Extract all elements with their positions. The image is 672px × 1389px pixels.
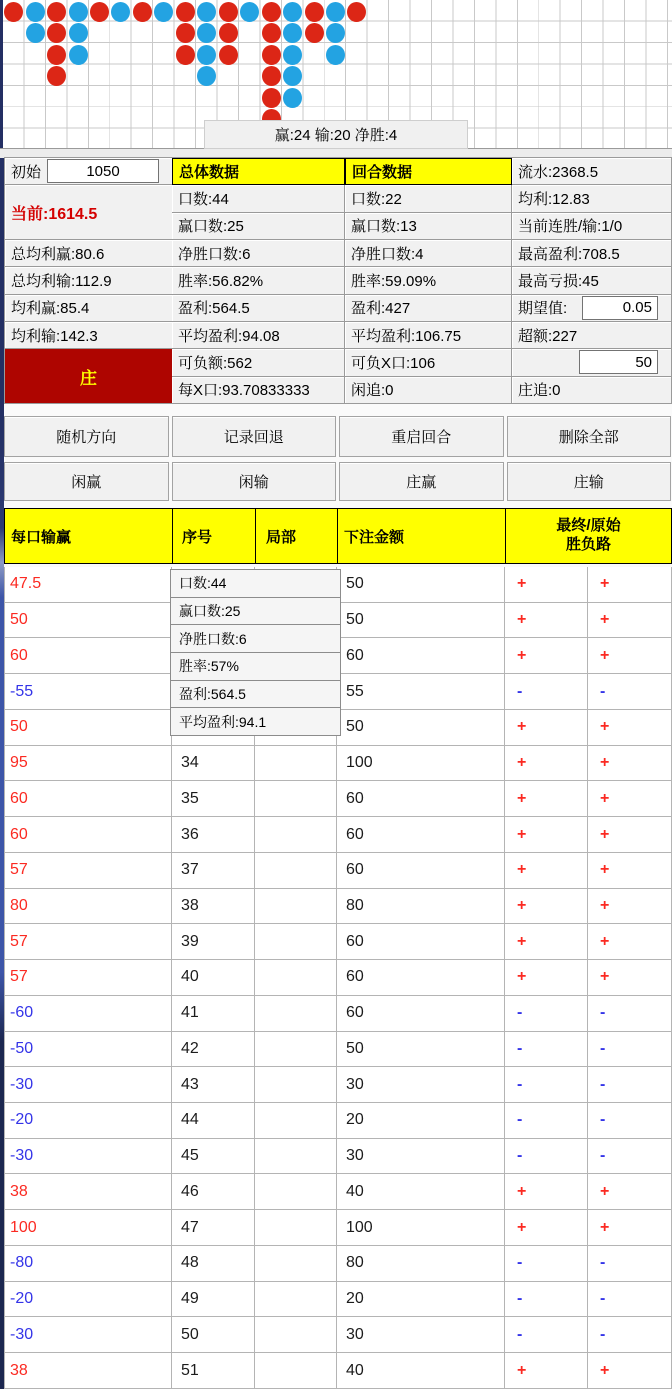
round-hands: 口数:22: [345, 185, 512, 212]
cell-local: [255, 853, 337, 889]
bead-red-dot: [305, 2, 324, 22]
cell-original-sign: +: [588, 960, 672, 996]
table-row: [4, 1282, 672, 1318]
stats-column-right: [512, 157, 672, 404]
bead-red-dot: [47, 23, 66, 43]
cell-win-amount: -20: [4, 1103, 172, 1139]
cell-bet-amount: 50: [337, 710, 505, 746]
cell-final-sign: +: [505, 1174, 588, 1210]
cell-original-sign: -: [588, 1067, 672, 1103]
cell-sequence: 43: [172, 1067, 255, 1103]
overall-bearable: 可负额:562: [172, 349, 345, 376]
cell-original-sign: +: [588, 1210, 672, 1246]
table-row: [4, 996, 672, 1032]
cell-win-amount: -30: [4, 1317, 172, 1353]
cell-win-amount: -20: [4, 1282, 172, 1318]
cell-win-amount: -30: [4, 1139, 172, 1175]
header-bet-amount: 下注金额: [338, 509, 506, 563]
cell-sequence: 45: [172, 1139, 255, 1175]
header-seq: 序号: [173, 509, 256, 563]
random-direction-button[interactable]: 随机方向: [4, 416, 169, 457]
bead-blue-dot: [326, 2, 345, 22]
cell-original-sign: +: [588, 781, 672, 817]
cell-local: [255, 889, 337, 925]
cell-final-sign: +: [505, 746, 588, 782]
cell-bet-amount: 50: [337, 603, 505, 639]
bead-red-dot: [4, 2, 23, 22]
cell-original-sign: -: [588, 674, 672, 710]
cell-sequence: 39: [172, 924, 255, 960]
table-row: [4, 781, 672, 817]
bead-red-dot: [133, 2, 152, 22]
cell-win-amount: 95: [4, 746, 172, 782]
cell-local: [255, 1032, 337, 1068]
bead-red-dot: [176, 23, 195, 43]
cell-final-sign: +: [505, 603, 588, 639]
table-row: [4, 924, 672, 960]
cell-win-amount: 38: [4, 1353, 172, 1389]
cell-win-amount: 100: [4, 1210, 172, 1246]
bead-blue-dot: [26, 23, 45, 43]
stat-total-avg-loss: 总均利输:112.9: [5, 267, 173, 294]
cell-win-amount: 57: [4, 960, 172, 996]
cell-win-amount: 50: [4, 710, 172, 746]
table-row: [4, 1032, 672, 1068]
cell-local: [255, 1246, 337, 1282]
bead-blue-dot: [326, 23, 345, 43]
overall-avg-profit: 平均盈利:94.08: [172, 322, 345, 349]
round-bearable-x: 可负X口:106: [345, 349, 512, 376]
cell-win-amount: 80: [4, 889, 172, 925]
current-streak: 当前连胜/输:1/0: [512, 213, 672, 240]
cell-sequence: 49: [172, 1282, 255, 1318]
bead-blue-dot: [326, 45, 345, 65]
cell-bet-amount: 60: [337, 960, 505, 996]
bead-red-dot: [347, 2, 366, 22]
result-button-row: [4, 462, 671, 501]
round-win-rate: 胜率:59.09%: [345, 267, 512, 294]
header-result-line2: 胜负路: [565, 536, 611, 553]
cell-bet-amount: 40: [337, 1353, 505, 1389]
cell-original-sign: -: [588, 1103, 672, 1139]
table-row: [4, 1246, 672, 1282]
table-row: [4, 889, 672, 925]
cell-final-sign: -: [505, 1282, 588, 1318]
cell-bet-amount: 55: [337, 674, 505, 710]
cell-original-sign: -: [588, 996, 672, 1032]
turnover: 流水:2368.5: [512, 158, 672, 185]
player-lose-button[interactable]: 闲输: [172, 462, 337, 501]
cell-win-amount: 57: [4, 924, 172, 960]
bead-blue-dot: [26, 2, 45, 22]
bead-blue-dot: [154, 2, 173, 22]
tooltip-stat-item: 胜率:57%: [170, 652, 341, 681]
table-row: [4, 1317, 672, 1353]
cell-original-sign: -: [588, 1282, 672, 1318]
cell-local: [255, 817, 337, 853]
cell-final-sign: +: [505, 1210, 588, 1246]
cell-final-sign: +: [505, 567, 588, 603]
bead-blue-dot: [283, 66, 302, 86]
cell-bet-amount: 80: [337, 1246, 505, 1282]
cell-final-sign: -: [505, 1067, 588, 1103]
tooltip-stat-item: 净胜口数:6: [170, 624, 341, 653]
round-avg-profit: 平均盈利:106.75: [345, 322, 512, 349]
cell-final-sign: +: [505, 781, 588, 817]
table-row: [4, 1067, 672, 1103]
cell-bet-amount: 40: [337, 1174, 505, 1210]
table-row: [4, 1139, 672, 1175]
tooltip-stat-item: 盈利:564.5: [170, 680, 341, 709]
header-local: 局部: [256, 509, 338, 563]
cell-bet-amount: 60: [337, 781, 505, 817]
bead-red-dot: [176, 45, 195, 65]
cell-win-amount: 60: [4, 781, 172, 817]
cell-final-sign: -: [505, 996, 588, 1032]
bead-red-dot: [47, 66, 66, 86]
bead-red-dot: [262, 45, 281, 65]
player-win-button[interactable]: 闲赢: [4, 462, 169, 501]
cell-bet-amount: 60: [337, 996, 505, 1032]
bead-blue-dot: [283, 2, 302, 22]
table-row: [4, 1103, 672, 1139]
bead-blue-dot: [283, 88, 302, 108]
stake-row: [512, 349, 672, 376]
bead-red-dot: [219, 23, 238, 43]
cell-local: [255, 746, 337, 782]
cell-final-sign: -: [505, 1246, 588, 1282]
banker-chase: 庄追:0: [512, 377, 672, 404]
overall-hands: 口数:44: [172, 185, 345, 212]
bead-blue-dot: [197, 2, 216, 22]
undo-record-button[interactable]: 记录回退: [172, 416, 337, 457]
cell-local: [255, 1353, 337, 1389]
stat-avg-loss: 均利输:142.3: [5, 322, 173, 349]
overall-win-hands: 赢口数:25: [172, 213, 345, 240]
cell-bet-amount: 20: [337, 1282, 505, 1318]
bead-blue-dot: [283, 45, 302, 65]
cell-bet-amount: 80: [337, 889, 505, 925]
stats-column-overall: [172, 157, 345, 404]
cell-win-amount: 38: [4, 1174, 172, 1210]
stats-column-left: [4, 157, 173, 404]
overall-profit: 盈利:564.5: [172, 295, 345, 322]
cell-original-sign: -: [588, 1317, 672, 1353]
header-result-road: [506, 509, 671, 563]
cell-win-amount: 47.5: [4, 567, 172, 603]
cell-original-sign: +: [588, 603, 672, 639]
cell-local: [255, 960, 337, 996]
bead-blue-dot: [197, 45, 216, 65]
cell-local: [255, 781, 337, 817]
delete-all-button[interactable]: 删除全部: [507, 416, 672, 457]
cell-sequence: 50: [172, 1317, 255, 1353]
stats-tooltip: [170, 569, 341, 736]
cell-local: [255, 1210, 337, 1246]
cell-bet-amount: 60: [337, 817, 505, 853]
cell-bet-amount: 20: [337, 1103, 505, 1139]
cell-sequence: 44: [172, 1103, 255, 1139]
round-profit: 盈利:427: [345, 295, 512, 322]
cell-win-amount: -80: [4, 1246, 172, 1282]
header-win-per-hand: 每口输赢: [5, 509, 173, 563]
overall-win-rate: 胜率:56.82%: [172, 267, 345, 294]
bead-red-dot: [305, 23, 324, 43]
cell-final-sign: -: [505, 674, 588, 710]
stats-column-round: [345, 157, 512, 404]
stat-avg-win: 均利赢:85.4: [5, 295, 173, 322]
cell-bet-amount: 60: [337, 638, 505, 674]
cell-original-sign: +: [588, 889, 672, 925]
cell-bet-amount: 30: [337, 1067, 505, 1103]
cell-final-sign: +: [505, 817, 588, 853]
bead-red-dot: [262, 2, 281, 22]
cell-original-sign: -: [588, 1032, 672, 1068]
bead-red-dot: [90, 2, 109, 22]
cell-win-amount: 50: [4, 603, 172, 639]
cell-bet-amount: 100: [337, 1210, 505, 1246]
cell-final-sign: +: [505, 889, 588, 925]
bead-red-dot: [47, 45, 66, 65]
bead-blue-dot: [69, 45, 88, 65]
restart-round-button[interactable]: 重启回合: [339, 416, 504, 457]
overall-per-x: 每X口:93.70833333: [172, 377, 345, 404]
cell-local: [255, 1139, 337, 1175]
cell-final-sign: -: [505, 1103, 588, 1139]
cell-original-sign: -: [588, 1246, 672, 1282]
expectation-row: [512, 295, 672, 322]
cell-bet-amount: 60: [337, 924, 505, 960]
bead-blue-dot: [69, 2, 88, 22]
bead-red-dot: [219, 2, 238, 22]
bead-blue-dot: [197, 23, 216, 43]
cell-original-sign: +: [588, 638, 672, 674]
bead-blue-dot: [69, 23, 88, 43]
bead-blue-dot: [283, 23, 302, 43]
cell-local: [255, 1103, 337, 1139]
table-row: [4, 1353, 672, 1389]
initial-balance-input[interactable]: 1050: [47, 159, 159, 183]
cell-win-amount: -55: [4, 674, 172, 710]
bead-red-dot: [262, 88, 281, 108]
excess-amount: 超额:227: [512, 322, 672, 349]
bead-red-dot: [219, 45, 238, 65]
cell-sequence: 36: [172, 817, 255, 853]
cell-win-amount: 60: [4, 638, 172, 674]
cell-sequence: 40: [172, 960, 255, 996]
banker-indicator: 庄: [5, 349, 173, 404]
cell-sequence: 38: [172, 889, 255, 925]
bead-red-dot: [262, 23, 281, 43]
cell-local: [255, 1317, 337, 1353]
round-net-hands: 净胜口数:4: [345, 240, 512, 267]
player-chase: 闲追:0: [345, 377, 512, 404]
cell-sequence: 42: [172, 1032, 255, 1068]
tooltip-stat-item: 平均盈利:94.1: [170, 707, 341, 736]
cell-bet-amount: 30: [337, 1317, 505, 1353]
cell-final-sign: -: [505, 1032, 588, 1068]
cell-original-sign: -: [588, 1139, 672, 1175]
cell-original-sign: +: [588, 924, 672, 960]
cell-bet-amount: 30: [337, 1139, 505, 1175]
table-row: [4, 853, 672, 889]
table-header: [4, 508, 672, 564]
table-row: [4, 746, 672, 782]
overall-net-hands: 净胜口数:6: [172, 240, 345, 267]
max-profit: 最高盈利:708.5: [512, 240, 672, 267]
cell-final-sign: +: [505, 1353, 588, 1389]
current-balance: 当前:1614.5: [5, 185, 173, 240]
expectation-label: 期望值:: [518, 300, 568, 318]
cell-final-sign: +: [505, 710, 588, 746]
cell-original-sign: +: [588, 853, 672, 889]
cell-final-sign: +: [505, 924, 588, 960]
cell-sequence: 34: [172, 746, 255, 782]
cell-sequence: 37: [172, 853, 255, 889]
initial-balance-row: [5, 158, 173, 185]
expectation-input[interactable]: 0.05: [582, 296, 658, 320]
cell-win-amount: 60: [4, 817, 172, 853]
cell-original-sign: +: [588, 1174, 672, 1210]
tooltip-stat-item: 口数:44: [170, 569, 341, 598]
cell-win-amount: -60: [4, 996, 172, 1032]
cell-final-sign: -: [505, 1317, 588, 1353]
cell-bet-amount: 60: [337, 853, 505, 889]
cell-sequence: 48: [172, 1246, 255, 1282]
avg-profit-per-hand: 均利:12.83: [512, 185, 672, 212]
round-data-header: 回合数据: [345, 158, 512, 185]
table-row: [4, 817, 672, 853]
max-loss: 最高亏损:45: [512, 267, 672, 294]
cell-sequence: 47: [172, 1210, 255, 1246]
score-summary-label: 赢:24 输:20 净胜:4: [204, 120, 468, 149]
bead-red-dot: [262, 66, 281, 86]
cell-original-sign: +: [588, 710, 672, 746]
cell-bet-amount: 50: [337, 1032, 505, 1068]
bead-red-dot: [176, 2, 195, 22]
cell-original-sign: +: [588, 567, 672, 603]
cell-final-sign: +: [505, 638, 588, 674]
cell-final-sign: -: [505, 1139, 588, 1175]
cell-sequence: 51: [172, 1353, 255, 1389]
cell-final-sign: +: [505, 853, 588, 889]
cell-sequence: 35: [172, 781, 255, 817]
cell-local: [255, 1174, 337, 1210]
cell-sequence: 46: [172, 1174, 255, 1210]
cell-local: [255, 924, 337, 960]
bead-blue-dot: [111, 2, 130, 22]
table-row: [4, 960, 672, 996]
banker-lose-button[interactable]: 庄输: [507, 462, 672, 501]
stake-input[interactable]: 50: [579, 350, 658, 374]
table-row: [4, 1174, 672, 1210]
tooltip-stat-item: 赢口数:25: [170, 597, 341, 626]
cell-final-sign: +: [505, 960, 588, 996]
cell-local: [255, 996, 337, 1032]
header-result-line1: 最终/原始: [556, 517, 621, 535]
stat-total-avg-win: 总均利赢:80.6: [5, 240, 173, 267]
cell-bet-amount: 100: [337, 746, 505, 782]
cell-bet-amount: 50: [337, 567, 505, 603]
table-row: [4, 1210, 672, 1246]
round-win-hands: 赢口数:13: [345, 213, 512, 240]
bead-blue-dot: [197, 66, 216, 86]
cell-win-amount: 57: [4, 853, 172, 889]
cell-local: [255, 1282, 337, 1318]
cell-sequence: 41: [172, 996, 255, 1032]
banker-win-button[interactable]: 庄赢: [339, 462, 504, 501]
initial-label: 初始: [11, 163, 42, 181]
cell-original-sign: +: [588, 817, 672, 853]
bead-red-dot: [47, 2, 66, 22]
cell-local: [255, 1067, 337, 1103]
action-button-row: [4, 416, 671, 457]
cell-win-amount: -50: [4, 1032, 172, 1068]
overall-data-header: 总体数据: [172, 158, 345, 185]
cell-original-sign: +: [588, 1353, 672, 1389]
bead-blue-dot: [240, 2, 259, 22]
cell-win-amount: -30: [4, 1067, 172, 1103]
cell-original-sign: +: [588, 746, 672, 782]
